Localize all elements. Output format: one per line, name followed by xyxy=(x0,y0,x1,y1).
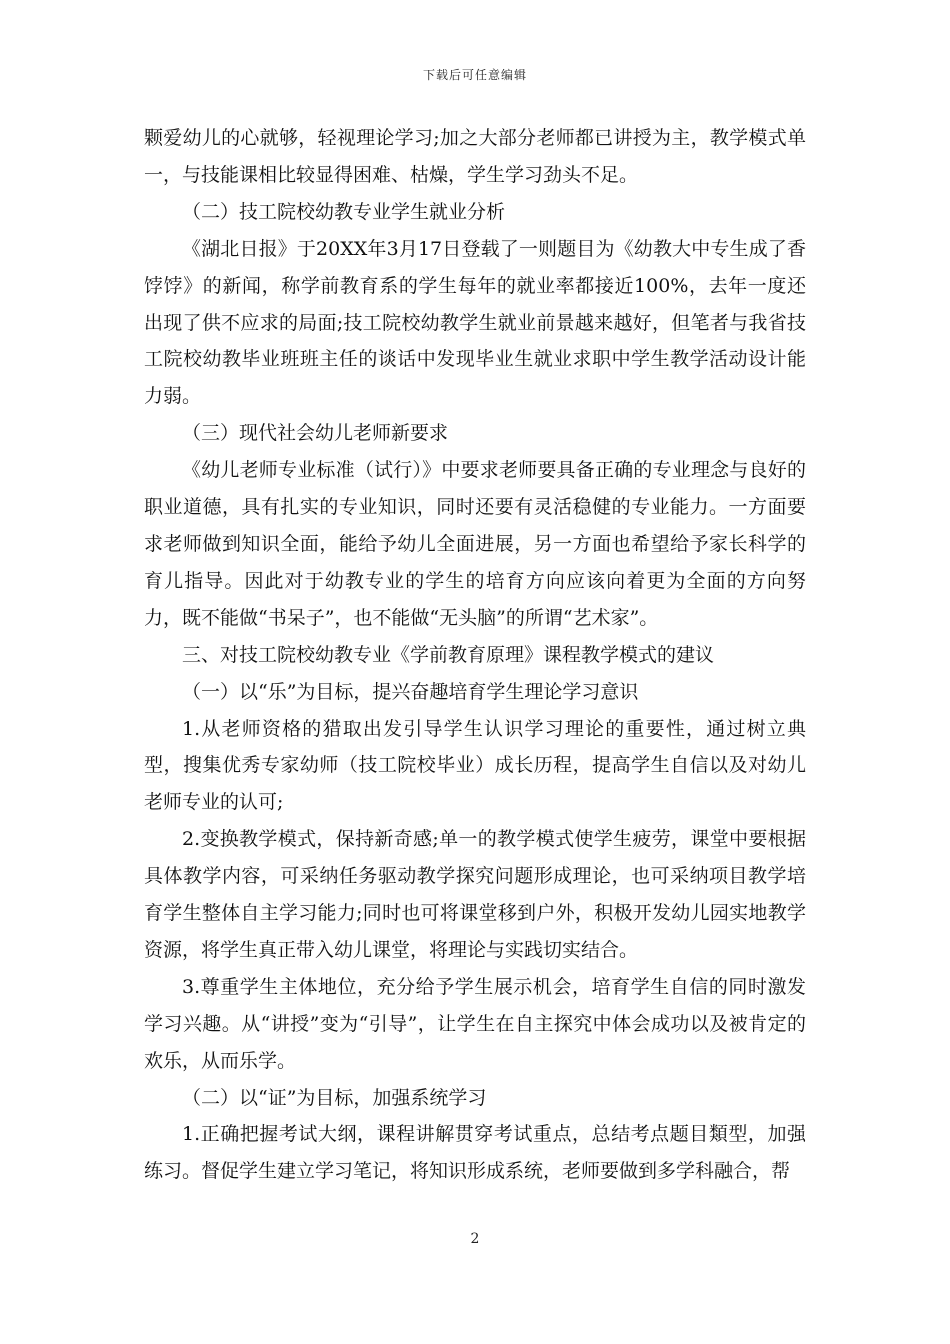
paragraph: 《幼儿老师专业标准（试行）》中要求老师要具备正确的专业理念与良好的职业道德，具有扎实的专业知识，同时还要有灵活稳健的专业能力。一方面要求老师做到知识全面，能给予幼儿全面进展，另一方面也希望给予家长科学的育儿指导。因此对于幼教专业的学生的培育方向应该向着更为全面的方向努力，既不能做“书呆子”，也不能做“无头脑”的所谓“艺术家”。 xyxy=(144,459,806,629)
paragraph: 颗爱幼儿的心就够，轻视理论学习;加之大部分老师都已讲授为主，教学模式单一，与技能课相比较显得困难、枯燥，学生学习劲头不足。 xyxy=(144,127,806,186)
list-item: 1.正确把握考试大纲，课程讲解贯穿考试重点，总结考点题目類型，加强练习。督促学生建立学习笔记，将知识形成系统，老师要做到多学科融合，帮 xyxy=(144,1123,806,1183)
section-heading: 三、对技工院校幼教专业《学前教育原理》课程教学模式的建议 xyxy=(182,643,715,666)
section-heading: （三）现代社会幼儿老师新要求 xyxy=(182,422,449,445)
document-body xyxy=(144,120,806,1190)
section-heading: （一）以“乐”为目标，提兴奋趣培育学生理论学习意识 xyxy=(182,680,639,703)
paragraph: 《湖北日报》于20XX年3月17日登载了一则题目为《幼教大中专生成了香饽饽》的新闻，称学前教育系的学生每年的就业率都接近100%，去年一度还出现了供不应求的局面;技工院校幼教学生就业前景越来越好，但笔者与我省技工院校幼教毕业班班主任的谈话中发现毕业生就业求职中学生教学活动设计能力弱。 xyxy=(144,237,806,408)
list-item: 2.变换教学模式，保持新奇感;单一的教学模式使学生疲劳，课堂中要根据具体教学内容，可采纳任务驱动教学探究问题形成理论，也可采纳项目教学培育学生整体自主学习能力;同时也可将课堂移到户外，积极开发幼儿园实地教学资源，将学生真正带入幼儿课堂，将理论与实践切实结合。 xyxy=(144,828,806,961)
page-number: 2 xyxy=(470,1231,480,1247)
page-header: 下载后可任意编辑 xyxy=(422,68,527,82)
list-item: 3.尊重学生主体地位，充分给予学生展示机会，培育学生自信的同时激发学习兴趣。从“讲授”变为“引导”，让学生在自主探究中体会成功以及被肯定的欢乐，从而乐学。 xyxy=(144,975,806,1072)
section-heading: （二）技工院校幼教专业学生就业分析 xyxy=(182,200,506,223)
list-item: 1.从老师资格的猎取出发引导学生认识学习理论的重要性，通过树立典型，搜集优秀专家幼师（技工院校毕业）成长历程，提高学生自信以及对幼儿老师专业的认可; xyxy=(144,717,806,814)
section-heading: （二）以“证”为目标，加强系统学习 xyxy=(182,1086,487,1109)
